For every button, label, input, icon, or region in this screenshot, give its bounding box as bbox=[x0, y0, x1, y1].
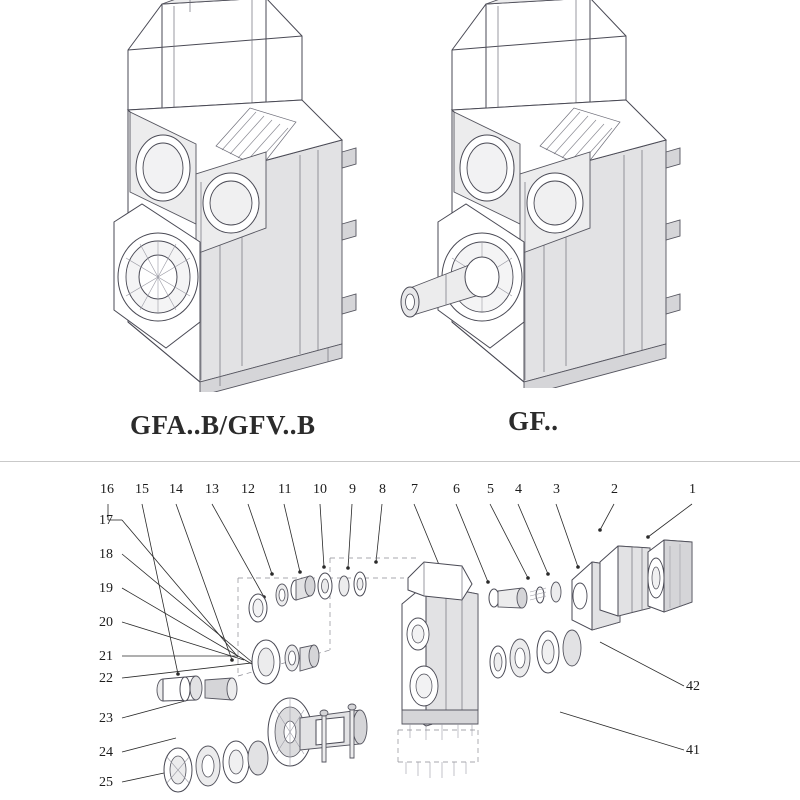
callout-12: 12 bbox=[241, 482, 255, 497]
callout-18: 18 bbox=[99, 547, 113, 562]
callout-21: 21 bbox=[99, 649, 113, 664]
callout-1: 1 bbox=[689, 482, 696, 497]
callout-4: 4 bbox=[515, 482, 522, 497]
callout-2: 2 bbox=[611, 482, 618, 497]
exploded-view-drawing bbox=[0, 462, 800, 800]
callout-17: 17 bbox=[99, 513, 113, 528]
caption-left: GFA..B/GFV..B bbox=[130, 410, 316, 440]
callout-14: 14 bbox=[169, 482, 183, 497]
caption-right: GF.. bbox=[508, 406, 559, 436]
callout-10: 10 bbox=[313, 482, 327, 497]
callout-24: 24 bbox=[99, 745, 113, 760]
callout-8: 8 bbox=[379, 482, 386, 497]
callout-19: 19 bbox=[99, 581, 113, 596]
callout-16: 16 bbox=[100, 482, 114, 497]
callout-9: 9 bbox=[349, 482, 356, 497]
callout-42: 42 bbox=[686, 679, 700, 694]
callout-20: 20 bbox=[99, 615, 113, 630]
gearbox-drawing-right bbox=[390, 0, 690, 436]
callout-3: 3 bbox=[553, 482, 560, 497]
callout-13: 13 bbox=[205, 482, 219, 497]
gearbox-drawing-left bbox=[70, 0, 360, 440]
callout-6: 6 bbox=[453, 482, 460, 497]
callout-41: 41 bbox=[686, 743, 700, 758]
callout-23: 23 bbox=[99, 711, 113, 726]
callout-22: 22 bbox=[99, 671, 113, 686]
exploded-view-section bbox=[0, 462, 800, 800]
callout-7: 7 bbox=[411, 482, 418, 497]
callout-11: 11 bbox=[278, 482, 292, 497]
callout-15: 15 bbox=[135, 482, 149, 497]
callout-25: 25 bbox=[99, 775, 113, 790]
callout-5: 5 bbox=[487, 482, 494, 497]
